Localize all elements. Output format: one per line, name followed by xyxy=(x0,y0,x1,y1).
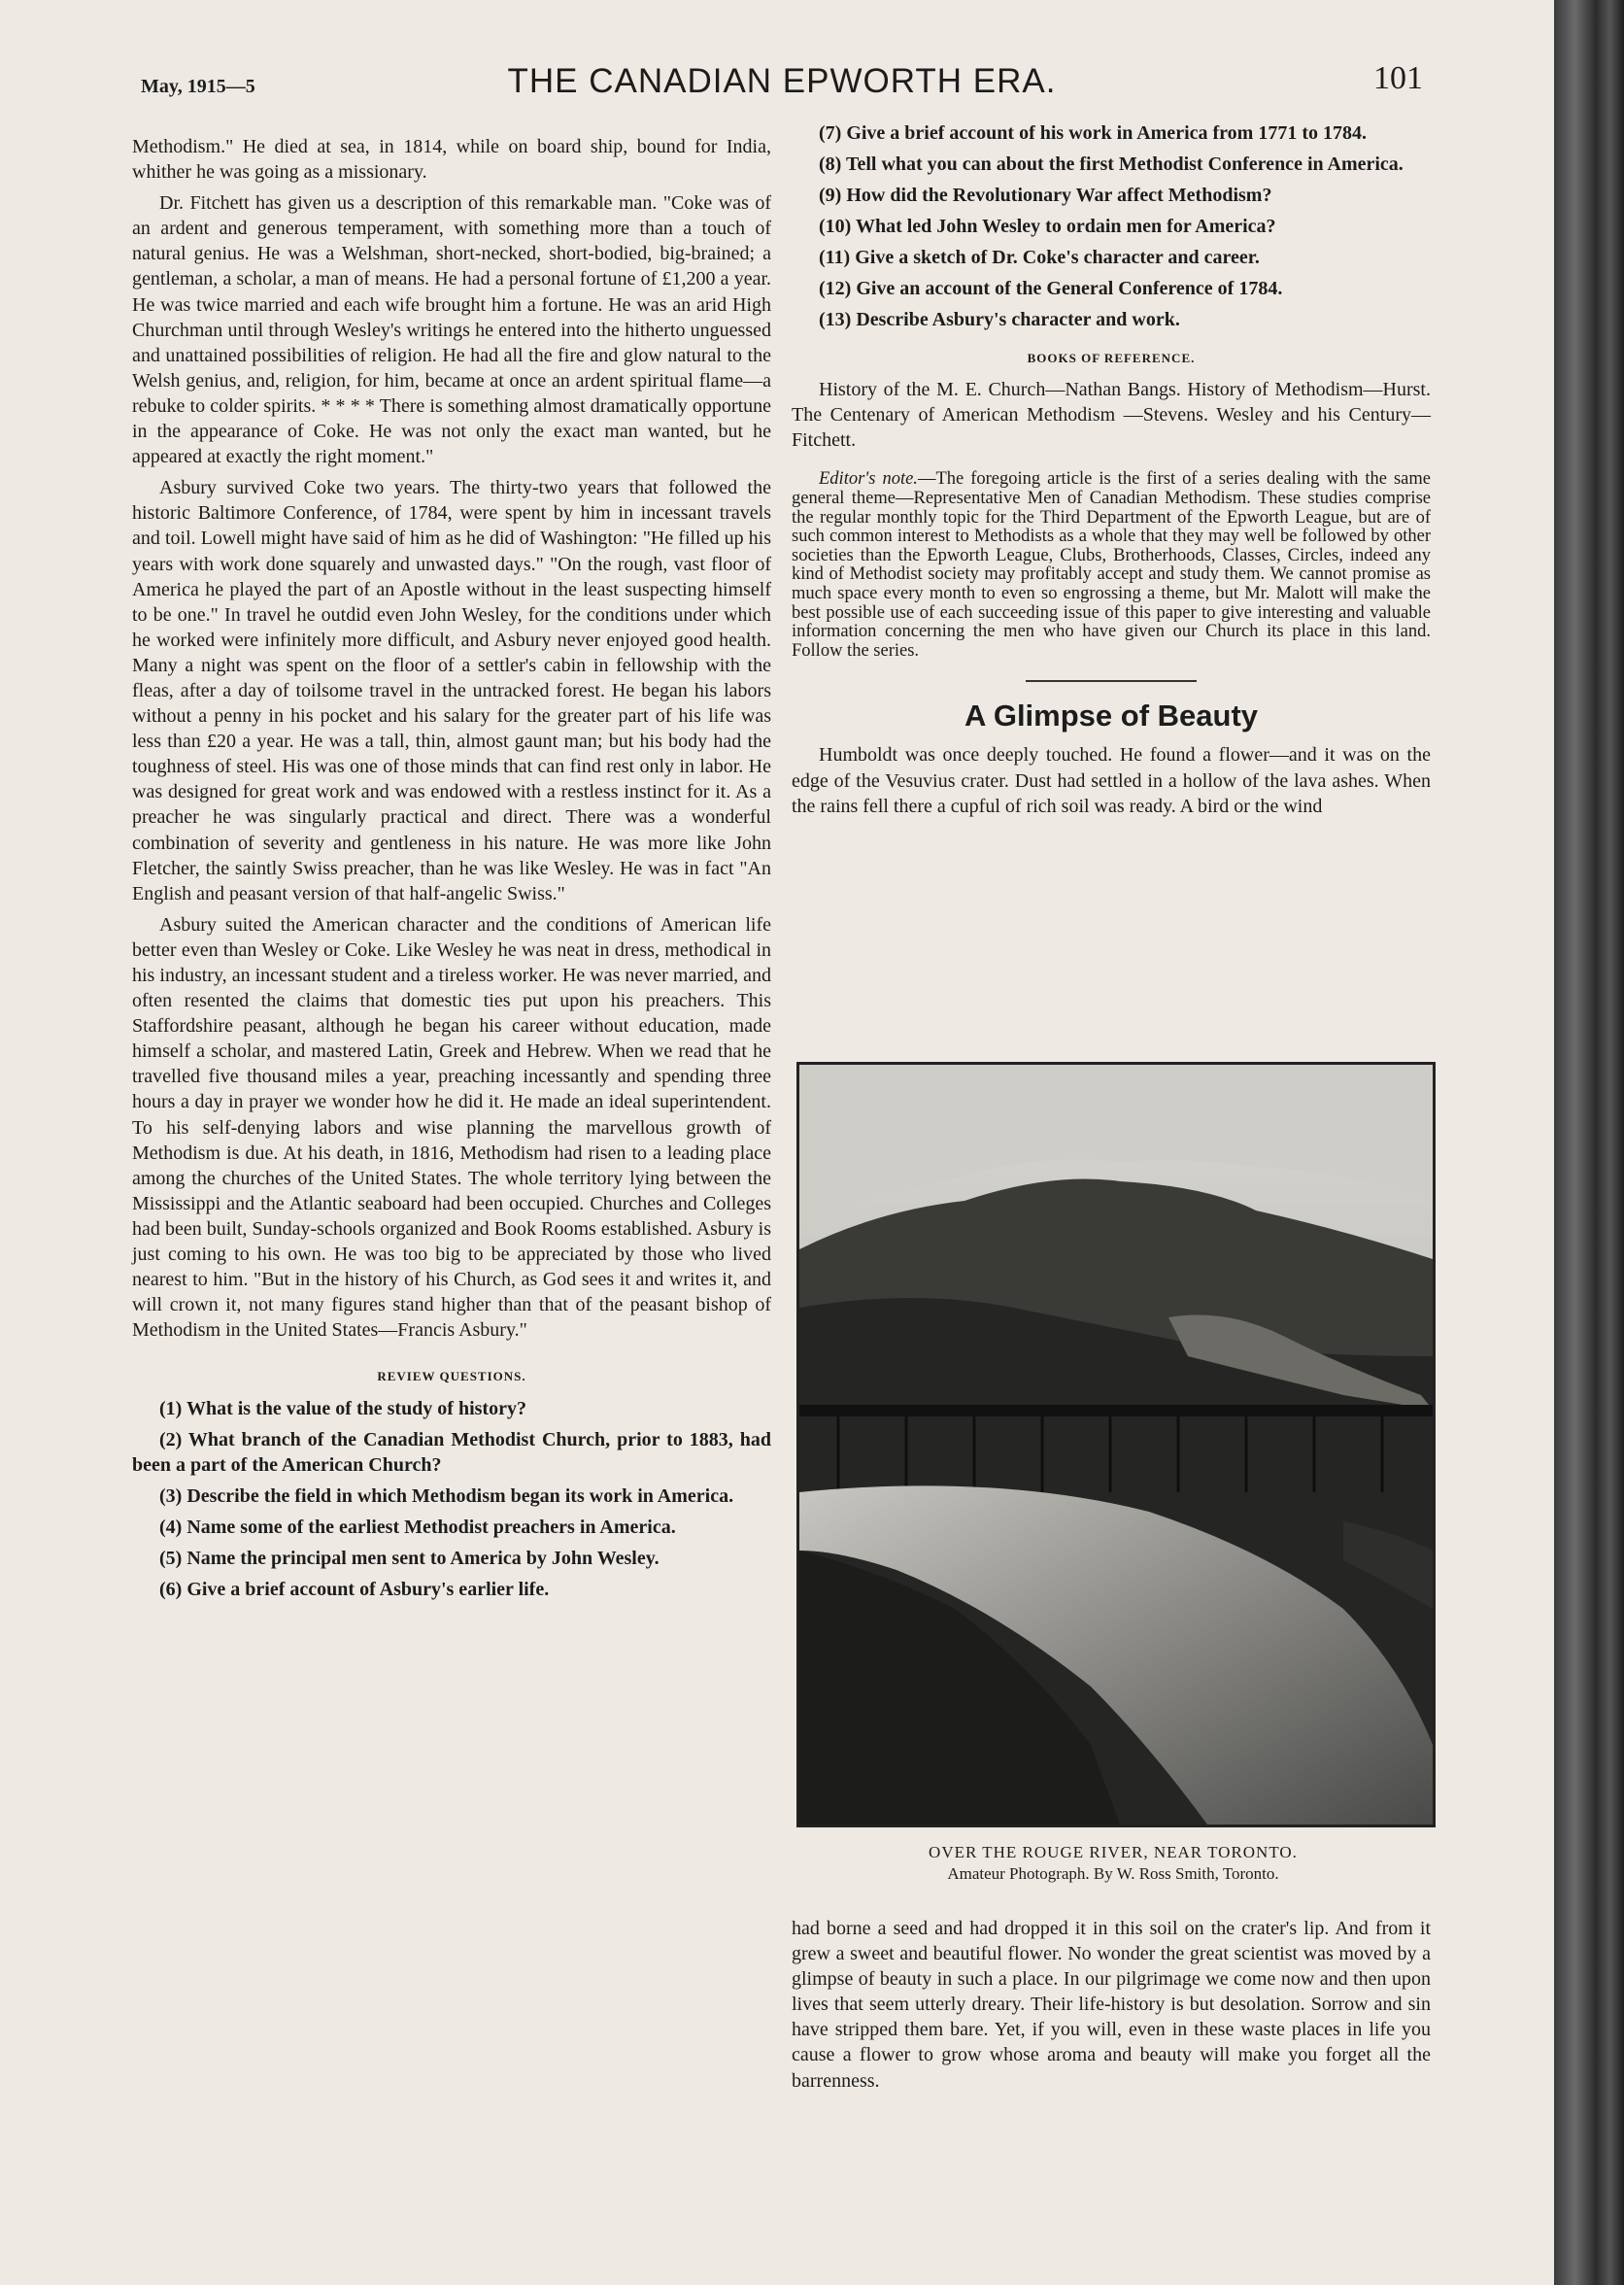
photo-title: OVER THE ROUGE RIVER, NEAR TORONTO. xyxy=(929,1843,1298,1861)
editor-note xyxy=(792,470,1431,661)
page-header xyxy=(141,56,1423,105)
left-column xyxy=(132,134,771,1608)
review-questions-heading: REVIEW QUESTIONS. xyxy=(377,1369,526,1384)
article-paragraph: Asbury suited the American character and the conditions of American life better even than Wesley or Coke. Like Wesley he was neat in dress, methodical in his industry, an incessant student and a tireless worker. He was never married, and often resented the claims that domestic ties put upon his preachers. This Staffordshire peasant, although he began his career without education, made himself a scholar, and mastered Latin, Greek and Hebrew. When we read that he travelled five thousand miles a year, preaching incessantly and spending three hours a day in prayer we wonder how he did it. He made an ideal superintendent. To his self-denying labors and wise planning the marvellous growth of Methodism is due. At his death, in 1816, Methodism had risen to a leading place among the churches of the United States. The whole territory lying between the Mississippi and the Atlantic seaboard had been occupied. Churches and Colleges had been built, Sunday-schools organized and Book Rooms established. Asbury is just coming to his own. He was too big to be appreciated by those who lived nearest to him. "But in the history of his Church, as God sees it and writes it, and will crown it, not many figures stand higher than that of the peasant bishop of Methodism in the United States—Francis Asbury." xyxy=(132,913,771,1342)
article-title: A Glimpse of Beauty xyxy=(964,699,1259,733)
review-question: (1) What is the value of the study of history? xyxy=(159,1397,526,1419)
review-question: (12) Give an account of the General Conference of 1784. xyxy=(819,278,1283,299)
issue-date: May, 1915—5 xyxy=(141,76,255,97)
article-paragraph: had borne a seed and had dropped it in this soil on the crater's lip. And from it grew a sweet and beautiful flower. No wonder the great scientist was moved by a glimpse of beauty in such a place. In our pilgrimage we come now and then upon lives that seem utterly dreary. Their life-history is but desolation. Sorrow and sin have stripped them bare. Yet, if you will, even in these waste places in life you cause a flower to grow whose aroma and beauty will make you forget all the barrenness. xyxy=(792,1918,1431,2092)
review-question: (11) Give a sketch of Dr. Coke's character and career. xyxy=(819,247,1260,268)
article-paragraph: Dr. Fitchett has given us a description of this remarkable man. "Coke was of an ardent and generous temperament, with something more than a touch of natural genius. He was a Welshman, short-necked, short-bodied, big-brained; a gentleman, a scholar, a man of means. He had a personal fortune of £1,200 a year. He was twice married and each wife brought him a fortune. He was an arid High Churchman until through Wesley's writings he entered into the hitherto unguessed and unattained possibilities of religion. He had all the fire and glow natural to the Welsh genius, and, religion, for him, became at once an ardent spiritual flame—a rebuke to colder spirits. * * * * There is something almost dramatically opportune in the appearance of Coke. He was not only the exact man wanted, but he appeared at exactly the right moment." xyxy=(132,192,771,468)
article-paragraph: Asbury survived Coke two years. The thirty-two years that followed the historic Baltimore Conference, of 1784, were spent by him in incessant travels and toil. Lowell might have said of him as he did of Washington: "He filled up his years with work done squarely and unwasted days." "On the rough, vast floor of America he played the part of an Apostle without in the least suspecting himself to be one." In travel he outdid even John Wesley, for the conditions under which he worked were infinitely more difficult, and Asbury never enjoyed good health. Many a night was spent on the floor of a settler's cabin in fellowship with the fleas, after a day of toilsome travel in the untracked forest. He began his labors without a penny in his pocket and his salary for the greater part of his life was less than £20 a year. He was a tall, thin, almost gaunt man; but his body had the toughness of steel. His was one of those minds that can find rest only in labor. He was designed for great work and was endowed with a restless instinct for it. As a preacher he was singularly practical and direct. There was a wonderful combination of severity and gentleness in his nature. He was more like John Fletcher, the saintly Swiss preacher, than he was like Wesley. He was in fact "An English and peasant version of that half-angelic Swiss." xyxy=(132,477,771,904)
books-heading: BOOKS OF REFERENCE. xyxy=(1027,351,1196,365)
books-of-reference: History of the M. E. Church—Nathan Bangs. History of Methodism—Hurst. The Centenary of American Methodism —Stevens. Wesley and his Century—Fitchett. xyxy=(792,379,1431,452)
review-question: (3) Describe the field in which Methodism began its work in America. xyxy=(159,1484,734,1507)
magazine-title: THE CANADIAN EPWORTH ERA. xyxy=(507,62,1057,100)
editor-note-text: —The foregoing article is the first of a series dealing with the same general theme—Representative Men of Canadian Methodism. These studies comprise the regular monthly topic for the Third Department of the Epworth League, but are of such common interest to Methodists as a whole that they may well be followed by other societies than the Epworth League, Clubs, Brotherhoods, Classes, Circles, indeed any kind of Methodist society may profitably accept and study them. We cannot promise as much space every month to even so engrossing a theme, but Mr. Malott will make the best possible use of each succeeding issue of this paper to give interesting and valuable information concerning the men who have given our Church its place in this land. Follow the series. xyxy=(792,469,1431,661)
review-question: (10) What led John Wesley to ordain men for America? xyxy=(819,216,1276,237)
review-question: (8) Tell what you can about the first Methodist Conference in America. xyxy=(819,153,1404,175)
review-question: (6) Give a brief account of Asbury's earlier life. xyxy=(159,1578,550,1600)
photo-image xyxy=(799,1065,1433,1825)
review-question: (2) What branch of the Canadian Methodist Church, prior to 1883, had been a part of the American Church? xyxy=(132,1428,771,1476)
review-question: (4) Name some of the earliest Methodist preachers in America. xyxy=(159,1516,676,1538)
review-question: (9) How did the Revolutionary War affect Methodism? xyxy=(819,185,1272,206)
right-column-continued xyxy=(792,1916,1431,2094)
editor-note-label: Editor's note. xyxy=(819,469,918,490)
river-photograph xyxy=(796,1062,1436,1827)
section-divider xyxy=(1026,680,1197,682)
review-question: (5) Name the principal men sent to America by John Wesley. xyxy=(159,1547,660,1569)
review-question: (7) Give a brief account of his work in America from 1771 to 1784. xyxy=(819,122,1367,144)
article-paragraph: Humboldt was once deeply touched. He found a flower—and it was on the edge of the Vesuvius crater. Dust had settled in a hollow of the lava ashes. When the rains fell there a cupful of rich soil was ready. A bird or the wind xyxy=(792,744,1431,817)
right-column xyxy=(792,120,1431,819)
article-paragraph: Methodism." He died at sea, in 1814, while on board ship, bound for India, whither he was going as a missionary. xyxy=(132,136,771,184)
photo-credit: Amateur Photograph. By W. Ross Smith, Toronto. xyxy=(947,1864,1279,1883)
book-binding-edge xyxy=(1554,0,1624,2285)
page-number: 101 xyxy=(1373,60,1423,96)
review-question: (13) Describe Asbury's character and work. xyxy=(819,309,1180,330)
photo-caption xyxy=(792,1843,1435,1884)
